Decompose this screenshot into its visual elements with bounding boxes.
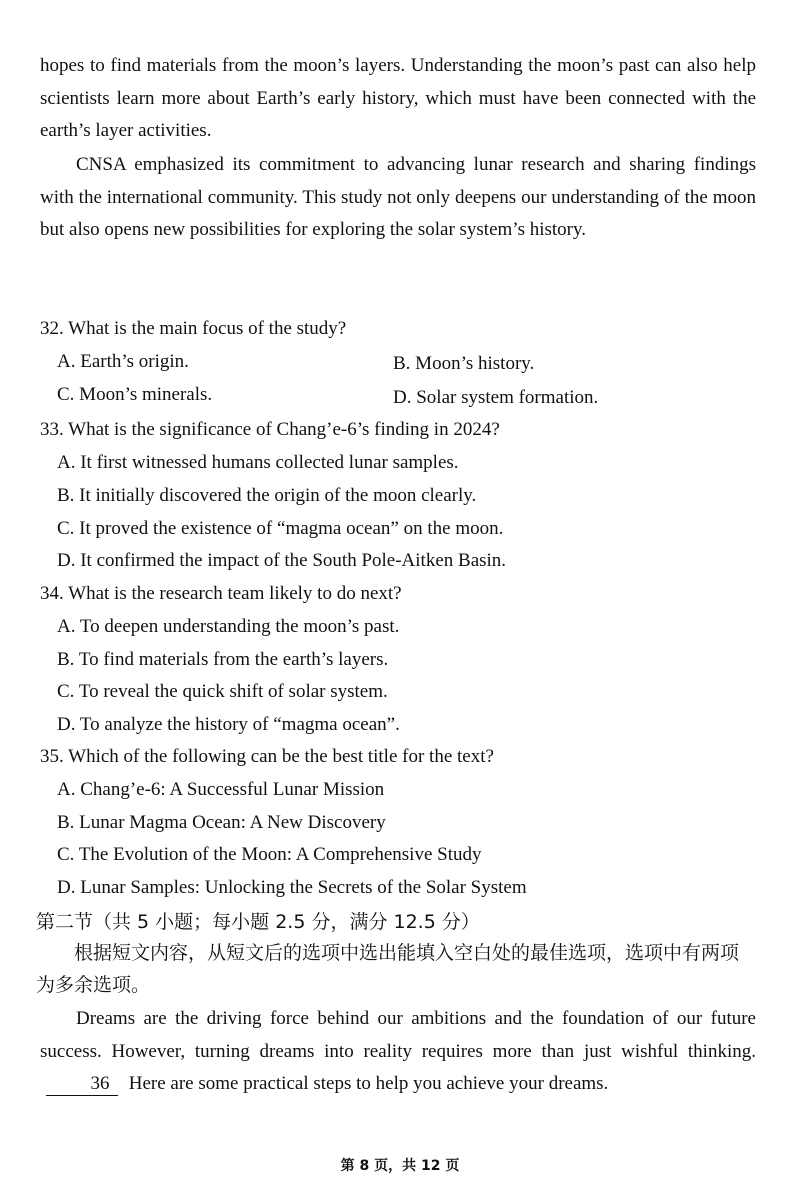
blank-36[interactable]: 36 bbox=[46, 1073, 118, 1096]
question-34-option-a: A. To deepen understanding the moon’s past. bbox=[57, 616, 400, 637]
page-footer: 第 8 页，共 12 页 bbox=[340, 1158, 460, 1174]
passage-2-paragraph bbox=[40, 1003, 756, 1101]
question-33-option-b: B. It initially discovered the origin of the moon clearly. bbox=[57, 485, 477, 506]
question-35-option-c: C. The Evolution of the Moon: A Comprehensive Study bbox=[57, 844, 482, 865]
question-32-option-a: A. Earth’s origin. bbox=[57, 351, 189, 372]
question-32-option-d: D. Solar system formation. bbox=[393, 387, 599, 408]
question-35-option-b: B. Lunar Magma Ocean: A New Discovery bbox=[57, 812, 386, 833]
question-35-option-d: D. Lunar Samples: Unlocking the Secrets of the Solar System bbox=[57, 877, 527, 898]
passage-2-text-a: Dreams are the driving force behind our ambitions and the foundation of our future success. However, turning dreams into reality requires more than just wishful thinking. bbox=[40, 1008, 756, 1062]
question-34-option-b: B. To find materials from the earth’s layers. bbox=[57, 649, 389, 670]
question-35-option-a: A. Chang’e-6: A Successful Lunar Mission bbox=[57, 779, 385, 800]
question-32-stem: 32. What is the main focus of the study? bbox=[40, 318, 347, 339]
question-34-option-c: C. To reveal the quick shift of solar system. bbox=[57, 681, 388, 702]
passage-2-text-b: Here are some practical steps to help you achieve your dreams. bbox=[128, 1073, 609, 1094]
section-2-heading: 第二节（共 5 小题；每小题 2.5 分，满分 12.5 分） bbox=[36, 911, 480, 933]
passage-paragraph-2: CNSA emphasized its commitment to advancing lunar research and sharing findings with the international community. This study not only deepens our understanding of the moon but also opens new possibilities for exploring the solar system’s history. bbox=[40, 154, 756, 240]
passage-paragraph-1: hopes to find materials from the moon’s layers. Understanding the moon’s past can also help scientists learn more about Earth’s early history, which must have been connected with the earth’s layer activities. bbox=[40, 55, 756, 141]
question-35-stem: 35. Which of the following can be the best title for the text? bbox=[40, 746, 494, 767]
question-32-option-c: C. Moon’s minerals. bbox=[57, 384, 213, 405]
question-34-option-d: D. To analyze the history of “magma ocean”. bbox=[57, 714, 400, 735]
question-33-option-c: C. It proved the existence of “magma ocean” on the moon. bbox=[57, 518, 504, 539]
question-34-stem: 34. What is the research team likely to do next? bbox=[40, 583, 402, 604]
question-32-option-b: B. Moon’s history. bbox=[393, 353, 535, 374]
question-33-stem: 33. What is the significance of Chang’e-6’s finding in 2024? bbox=[40, 419, 500, 440]
question-33-option-d: D. It confirmed the impact of the South Pole-Aitken Basin. bbox=[57, 550, 507, 571]
section-2-instruction: 根据短文内容，从短文后的选项中选出能填入空白处的最佳选项，选项中有两项为多余选项。 bbox=[36, 942, 740, 996]
question-33-option-a: A. It first witnessed humans collected lunar samples. bbox=[57, 452, 459, 473]
